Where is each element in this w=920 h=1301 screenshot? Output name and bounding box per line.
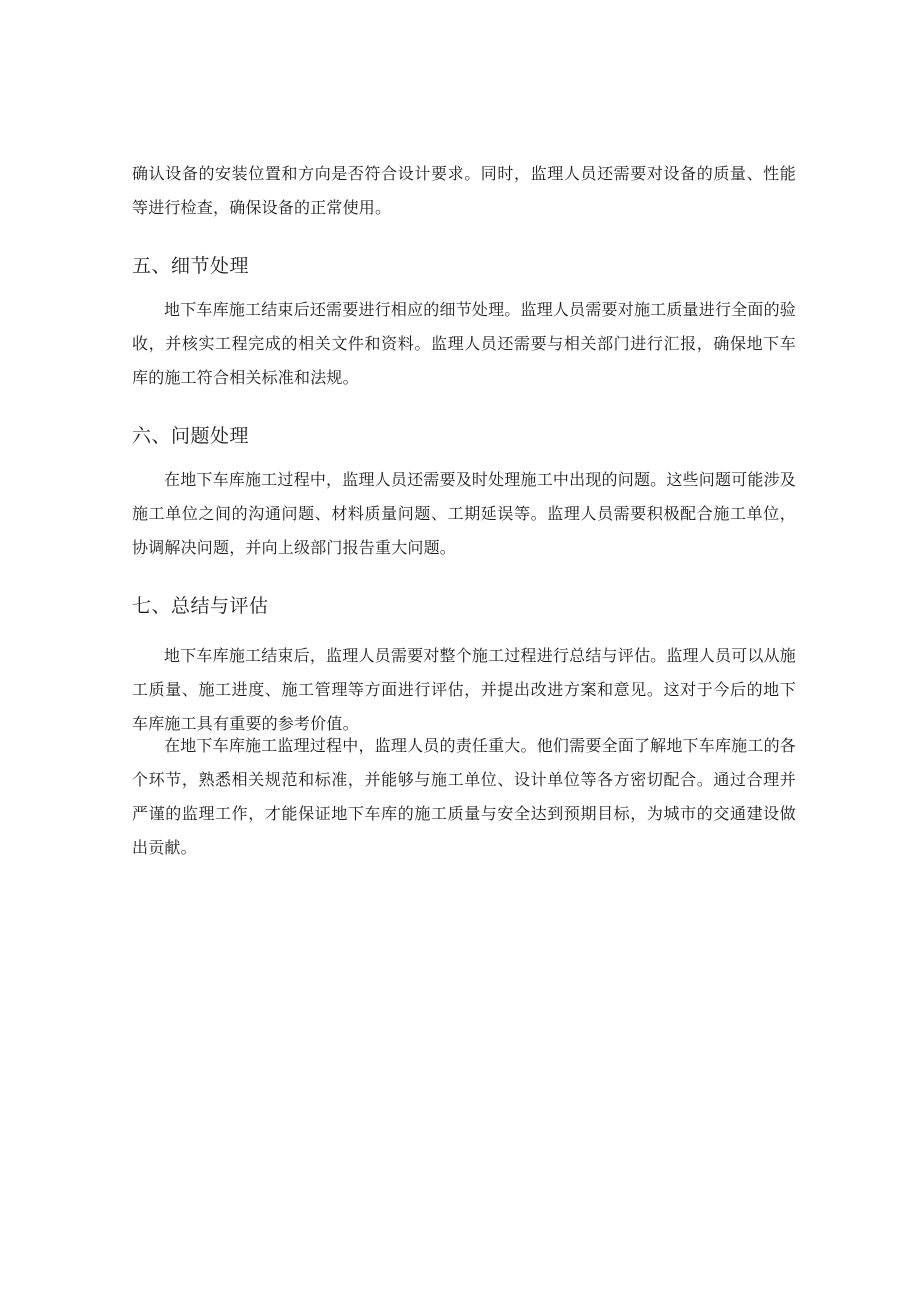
- section-paragraph-problem-handling: 在地下车库施工过程中，监理人员还需要及时处理施工中出现的问题。这些问题可能涉及施工单位之间的沟通问题、材料质量问题、工期延误等。监理人员需要积极配合施工单位，协调解决问题，并向上级部门报告重大问题。: [132, 470, 796, 557]
- section-heading-problem-handling: 六、问题处理: [132, 425, 250, 447]
- section-7-heading-block: [132, 592, 796, 620]
- section-5-heading-block: [132, 252, 796, 280]
- section-6-heading-block: [132, 422, 796, 450]
- section-7-body: [132, 639, 796, 741]
- intro-block: [132, 157, 796, 225]
- section-5-body: [132, 293, 796, 395]
- closing-paragraph: 在地下车库施工监理过程中，监理人员的责任重大。他们需要全面了解地下车库施工的各个环节，熟悉相关规范和标准，并能够与施工单位、设计单位等各方密切配合。通过合理并严谨的监理工作，才能保证地下车库的施工质量与安全达到预期目标，为城市的交通建设做出贡献。: [132, 736, 796, 857]
- section-heading-summary-evaluation: 七、总结与评估: [132, 595, 269, 617]
- closing-block: [132, 729, 796, 865]
- section-6-body: [132, 463, 796, 565]
- section-paragraph-detail-handling: 地下车库施工结束后还需要进行相应的细节处理。监理人员需要对施工质量进行全面的验收，并核实工程完成的相关文件和资料。监理人员还需要与相关部门进行汇报，确保地下车库的施工符合相关标准和法规。: [132, 300, 796, 387]
- section-heading-detail-handling: 五、细节处理: [132, 255, 250, 277]
- intro-paragraph: 确认设备的安装位置和方向是否符合设计要求。同时，监理人员还需要对设备的质量、性能等进行检查，确保设备的正常使用。: [132, 164, 796, 217]
- section-paragraph-summary-evaluation: 地下车库施工结束后，监理人员需要对整个施工过程进行总结与评估。监理人员可以从施工质量、施工进度、施工管理等方面进行评估，并提出改进方案和意见。这对于今后的地下车库施工具有重要的参考价值。: [132, 646, 796, 733]
